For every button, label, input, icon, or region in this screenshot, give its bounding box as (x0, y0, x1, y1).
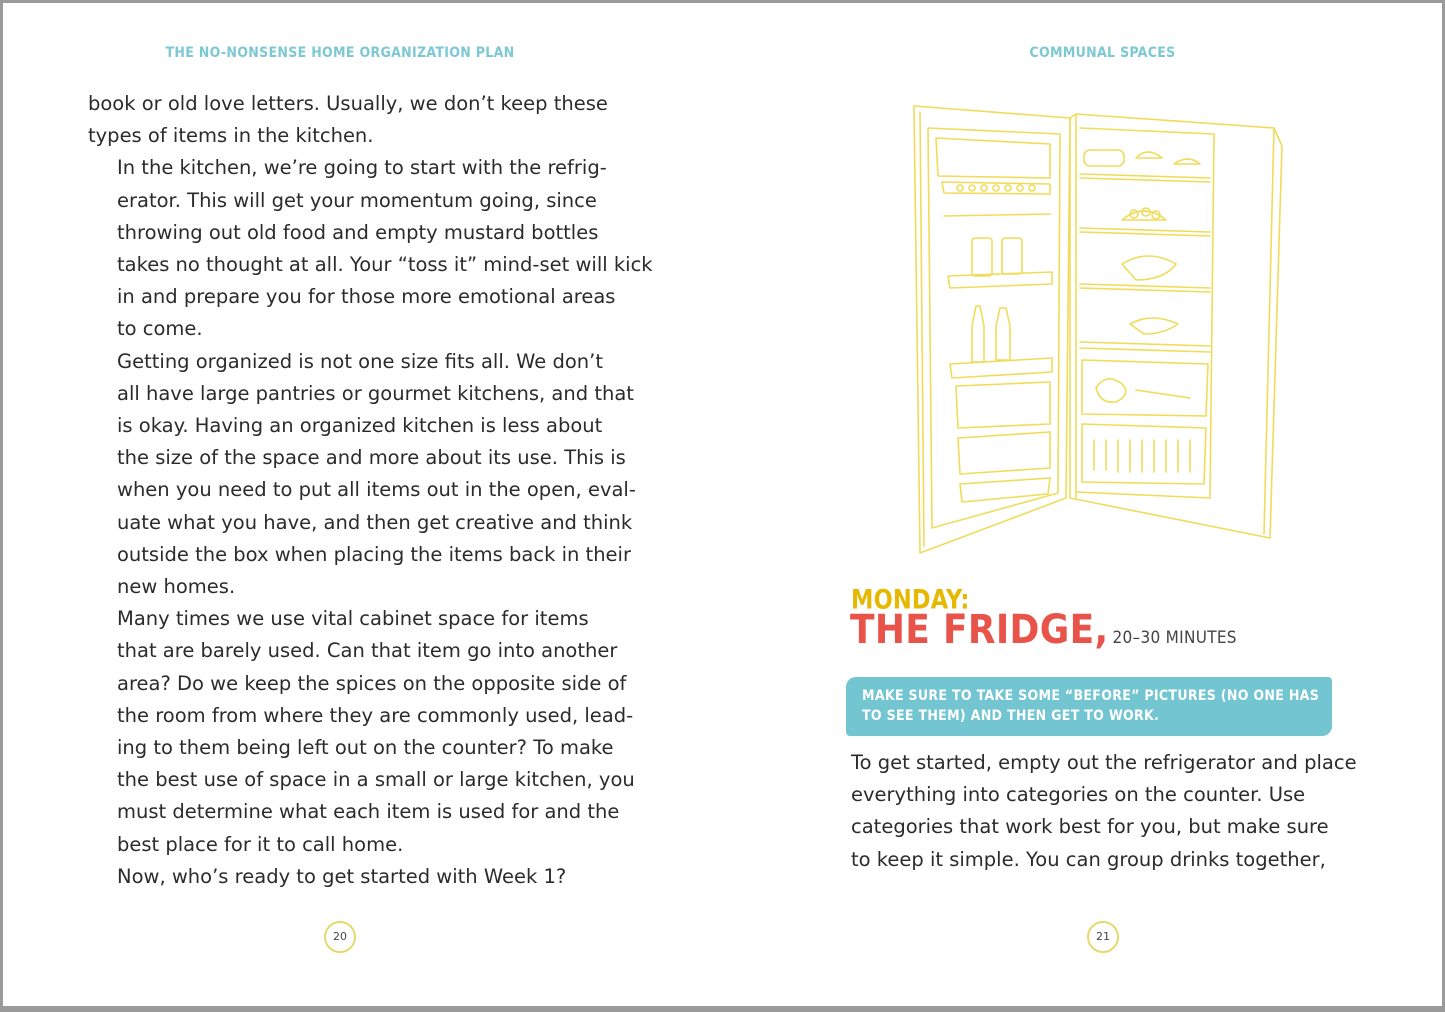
heading-title: THE FRIDGE, (850, 607, 1109, 653)
right-paragraph: To get started, empty out the refrigerator and place everything into categories on the counter. Use categories that work best for you, but make sure to keep it simple. You can group drinks together, (851, 751, 1357, 871)
left-page-number: 20 (324, 921, 356, 953)
left-body-text (88, 88, 653, 893)
callout-line: MAKE SURE TO TAKE SOME “BEFORE” PICTURES (NO ONE HAS (862, 688, 1320, 704)
paragraph-3: Getting organized is not one size fits all. We don’t all have large pantries or gourmet kitchens, and that is okay. Having an organized kitchen is less about the size of the space and more about its use. This is when you need to put all items out in the open, eval- uate what you have, and then get creative and think outside the box when placing the items back in their new homes. (117, 349, 636, 599)
tip-callout (846, 677, 1332, 736)
callout-line: TO SEE THEM) AND THEN GET TO WORK. (862, 708, 1160, 724)
heading-day: MONDAY: (851, 584, 970, 615)
right-running-head: COMMUNAL SPACES (1029, 45, 1176, 61)
right-body-text (851, 747, 1357, 876)
fridge-illustration (900, 98, 1290, 560)
heading-title-block (850, 607, 1237, 653)
left-running-head: THE NO-NONSENSE HOME ORGANIZATION PLAN (165, 45, 515, 61)
paragraph-5: Now, who’s ready to get started with Week 1? (117, 864, 567, 888)
right-page-number: 21 (1087, 921, 1119, 953)
paragraph-2: In the kitchen, we’re going to start with the refrig- erator. This will get your momentum going, since throwing out old food and empty mustard bottles takes no thought at all. Your “toss it” mind-set will kick in and prepare you for those more emotional areas to come. (117, 156, 653, 341)
paragraph-4: Many times we use vital cabinet space for items that are barely used. Can that item go into another area? Do we keep the spices on the opposite side of the room from where they are commonly used, lead- ing to them being left out on the counter? To make the best use of space in a small or large kitchen, you must determine what each item is used for and the best place for it to call home. (117, 607, 635, 856)
paragraph-1: book or old love letters. Usually, we don’t keep these types of items in the kitchen. (88, 92, 608, 148)
heading-duration: 20–30 MINUTES (1112, 628, 1237, 648)
